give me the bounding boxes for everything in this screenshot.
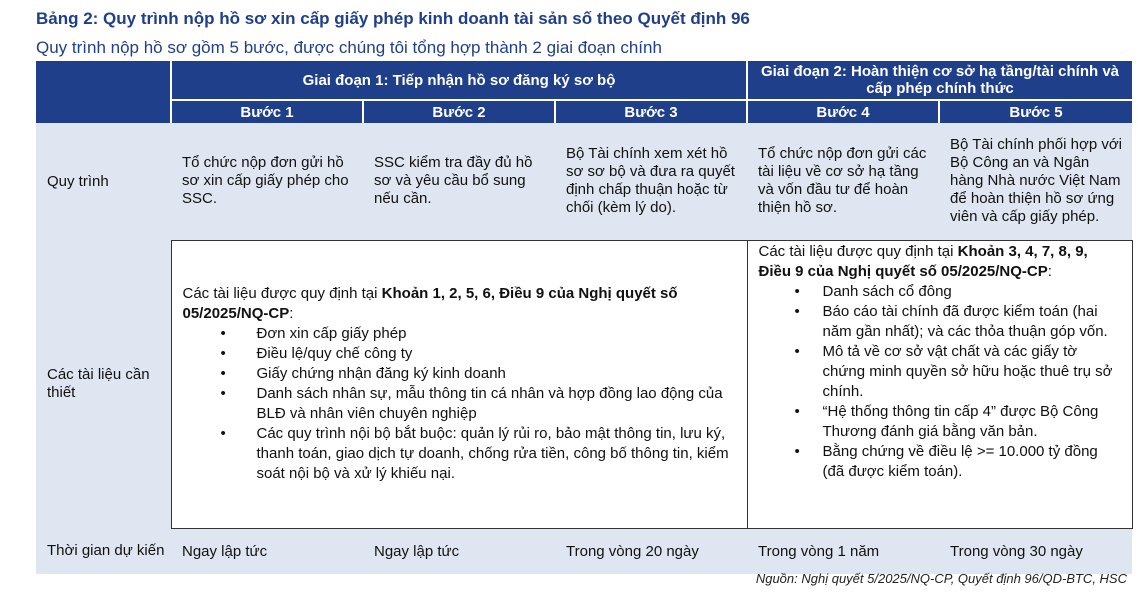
time-step-5: Trong vòng 30 ngày <box>939 528 1132 574</box>
list-item: • “Hệ thống thông tin cấp 4” được Bộ Công Thương đánh giá bằng văn bản. <box>794 402 1099 440</box>
documents-stage-1 <box>171 240 747 528</box>
time-step-1: Ngay lập tức <box>171 528 363 574</box>
row-label-time: Thời gian dự kiến <box>36 528 171 574</box>
list-item: • Mô tả về cơ sở vật chất và các giấy tờ chứng minh quyền sở hữu hoặc thuê trụ sở chính. <box>794 342 1113 400</box>
list-item: • Báo cáo tài chính đã được kiểm toán (hai năm gần nhất); và các thỏa thuận góp vốn. <box>794 302 1108 340</box>
process-table <box>36 61 1133 574</box>
step-2-header: Bước 2 <box>363 100 555 123</box>
stage-2-header: Giai đoạn 2: Hoàn thiện cơ sở hạ tầng/tài chính và cấp phép chính thức <box>747 61 1132 100</box>
list-item: • Bằng chứng về điều lệ >= 10.000 tỷ đồng (đã được kiểm toán). <box>794 442 1098 480</box>
documents-stage-2 <box>747 240 1132 528</box>
process-step-1: Tổ chức nộp đơn gửi hồ sơ xin cấp giấy phép cho SSC. <box>171 123 363 240</box>
row-label-documents: Các tài liệu cần thiết <box>36 240 171 528</box>
process-step-3: Bộ Tài chính xem xét hồ sơ sơ bộ và đưa ra quyết định chấp thuận hoặc từ chối (kèm lý do). <box>555 123 747 240</box>
table-subtitle: Quy trình nộp hồ sơ gồm 5 bước, được chúng tôi tổng hợp thành 2 giai đoạn chính <box>36 38 662 57</box>
row-label-process: Quy trình <box>36 123 171 240</box>
source-note: Nguồn: Nghị quyết 5/2025/NQ-CP, Quyết định 96/QD-BTC, HSC <box>755 571 1127 586</box>
step-4-header: Bước 4 <box>747 100 939 123</box>
step-3-header: Bước 3 <box>555 100 747 123</box>
step-1-header: Bước 1 <box>171 100 363 123</box>
process-step-4: Tổ chức nộp đơn gửi các tài liệu về cơ sở hạ tầng và vốn đầu tư để hoàn thiện hồ sơ. <box>747 123 939 240</box>
table-title: Bảng 2: Quy trình nộp hồ sơ xin cấp giấy phép kinh doanh tài sản số theo Quyết định 96 <box>36 9 750 28</box>
stage-1-header: Giai đoạn 1: Tiếp nhận hồ sơ đăng ký sơ bộ <box>171 61 747 100</box>
documents-stage-1-intro: Các tài liệu được quy định tại Khoản 1, 2, 5, 6, Điều 9 của Nghị quyết số 05/2025/NQ-CP: <box>182 285 678 322</box>
documents-stage-1-list <box>183 324 735 484</box>
documents-stage-2-intro: Các tài liệu được quy định tại Khoản 3, 4, 7, 8, 9, Điều 9 của Nghị quyết số 05/2025/NQ-CP: <box>758 242 1088 280</box>
documents-stage-2-list <box>759 282 1120 482</box>
list-item: • Danh sách cổ đông <box>794 282 952 300</box>
list-item: • Giấy chứng nhận đăng ký kinh doanh <box>220 365 506 382</box>
process-step-5: Bộ Tài chính phối hợp với Bộ Công an và Ngân hàng Nhà nước Việt Nam để hoàn thiện hồ sơ ứng viên và cấp giấy phép. <box>939 123 1132 240</box>
list-item: • Các quy trình nội bộ bắt buộc: quản lý rủi ro, bảo mật thông tin, lưu ký, thanh toán, giao dịch tự doanh, chống rửa tiền, công bố thông tin, kiểm soát nội bộ và xử lý khiếu nại. <box>220 425 729 482</box>
time-step-2: Ngay lập tức <box>363 528 555 574</box>
time-step-3: Trong vòng 20 ngày <box>555 528 747 574</box>
list-item: • Đơn xin cấp giấy phép <box>220 325 407 342</box>
list-item: • Danh sách nhân sự, mẫu thông tin cá nhân và hợp đồng lao động của BLĐ và nhân viên chuyên nghiệp <box>220 385 723 422</box>
process-step-2: SSC kiểm tra đầy đủ hồ sơ và yêu cầu bổ sung nếu cần. <box>363 123 555 240</box>
time-step-4: Trong vòng 1 năm <box>747 528 939 574</box>
step-5-header: Bước 5 <box>939 100 1132 123</box>
list-item: • Điều lệ/quy chế công ty <box>220 345 413 362</box>
header-corner <box>36 61 171 123</box>
